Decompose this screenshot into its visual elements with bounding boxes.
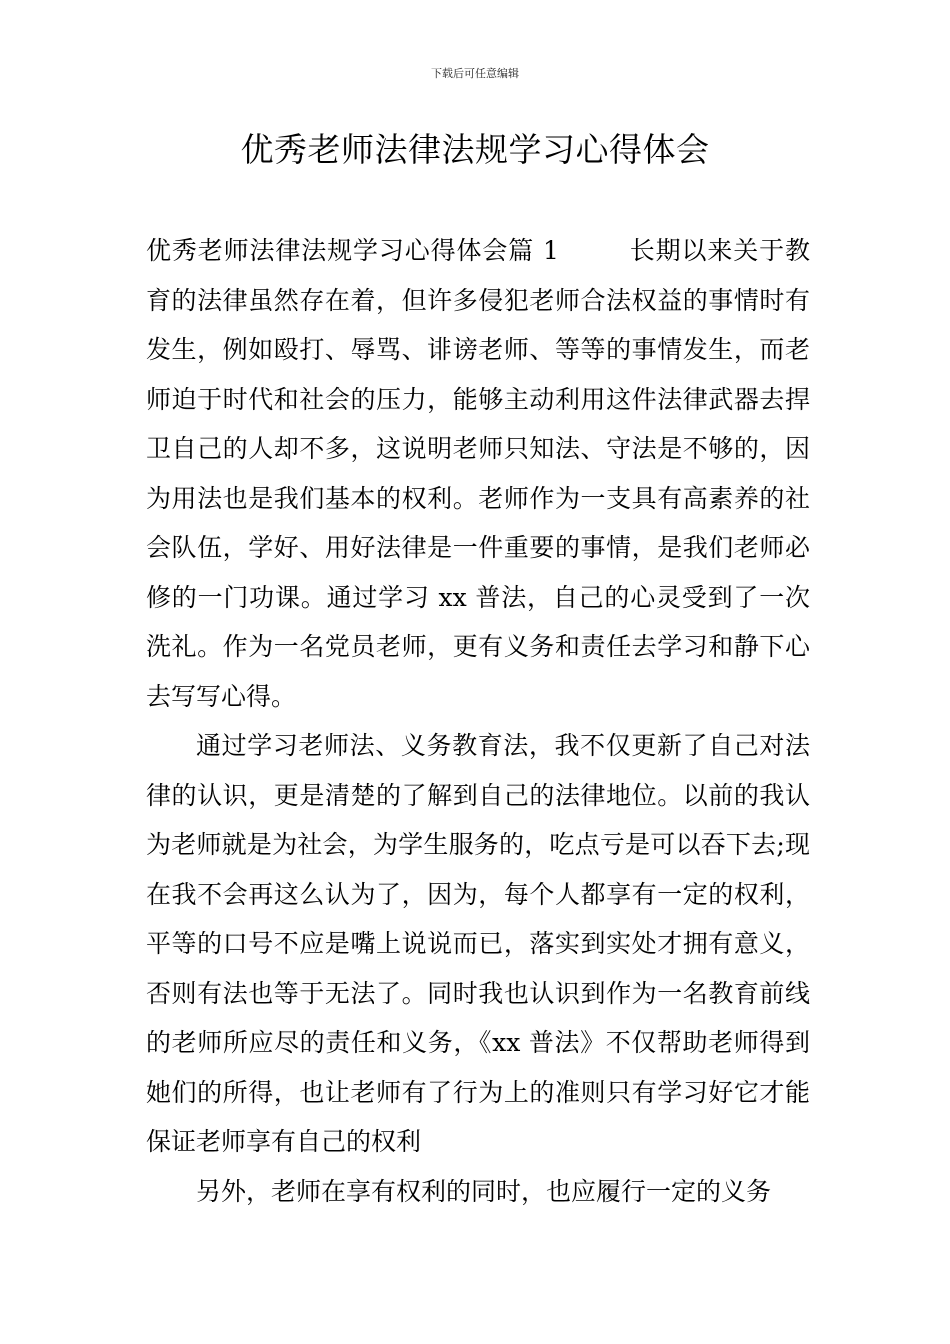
document-body [146, 226, 810, 1216]
paragraph-1-text: 长期以来关于教育的法律虽然存在着，但许多侵犯老师合法权益的事情时有发生，例如殴打、辱骂、诽谤老师、等等的事情发生，而老师迫于时代和社会的压力，能够主动利用这件法律武器去捍卫自己的人却不多，这说明老师只知法、守法是不够的，因为用法也是我们基本的权利。老师作为一支具有高素养的社会队伍，学好、用好法律是一件重要的事情，是我们老师必修的一门功课。通过学习 xx 普法，自己的心灵受到了一次洗礼。作为一名党员老师，更有义务和责任去学习和静下心去写写心得。 [146, 236, 810, 711]
paragraph-2: 通过学习老师法、义务教育法，我不仅更新了自己对法律的认识，更是清楚的了解到自己的法律地位。以前的我认为老师就是为社会，为学生服务的，吃点亏是可以吞下去;现在我不会再这么认为了，因为，每个人都享有一定的权利，平等的口号不应是嘴上说说而已，落实到实处才拥有意义，否则有法也等于无法了。同时我也认识到作为一名教育前线的老师所应尽的责任和义务，《xx 普法》不仅帮助老师得到她们的所得，也让老师有了行为上的准则只有学习好它才能保证老师享有自己的权利 [146, 731, 810, 1156]
section-heading: 优秀老师法律法规学习心得体会篇 1 [146, 236, 559, 265]
paragraph-3: 另外，老师在享有权利的同时，也应履行一定的义务 [196, 1176, 772, 1206]
document-title: 优秀老师法律法规学习心得体会 [240, 130, 710, 169]
header-note: 下载后可任意编辑 [431, 67, 519, 80]
paragraph-1 [146, 226, 810, 721]
